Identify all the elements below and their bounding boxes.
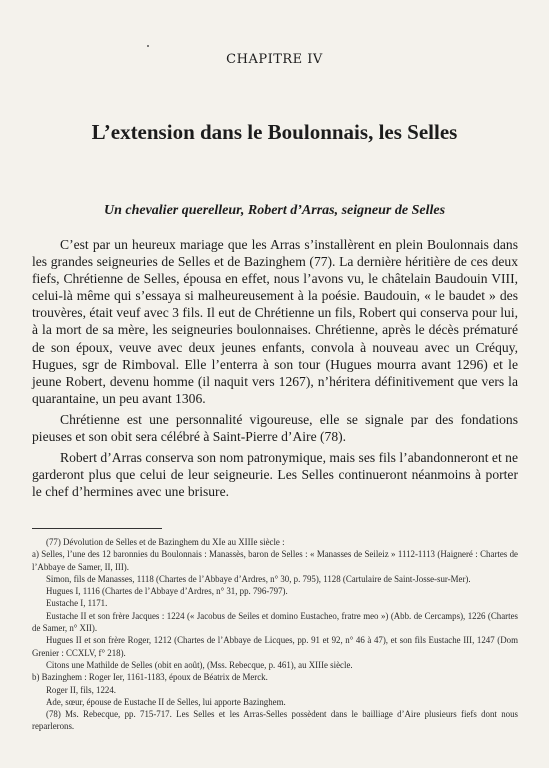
footnote-line: (78) Ms. Rebecque, pp. 715-717. Les Selles et les Arras-Selles possèdent dans le bailliage d’Aire plusieurs fiefs dont nous reparlerons.	[32, 709, 518, 732]
footnote-divider	[32, 528, 162, 529]
footnote-line: a) Selles, l’une des 12 baronnies du Boulonnais : Manassès, baron de Selles : « Manasses de Seileiz » 1112-1113 (Haigneré : Chartes de l’Abbaye de Samer, II, III).	[32, 549, 518, 572]
footnote-line: Simon, fils de Manasses, 1118 (Chartes de l’Abbaye d’Ardres, n° 30, p. 795), 1128 (Cartulaire de Saint-Josse-sur-Mer).	[46, 573, 471, 584]
footnote-line: Citons une Mathilde de Selles (obit en août), (Mss. Rebecque, p. 461), au XIIIe siècle.	[46, 659, 353, 670]
body-text	[32, 236, 518, 504]
chapter-heading: CHAPITRE IV	[226, 52, 323, 67]
section-subtitle: Un chevalier querelleur, Robert d’Arras, seigneur de Selles	[103, 203, 446, 218]
footnotes	[32, 536, 518, 733]
footnote-line: Hugues II et son frère Roger, 1212 (Chartes de l’Abbaye de Licques, pp. 91 et 92, n° 46 à 47), et son fils Eustache III, 1247 (Dom Grenier : CCXLV, f° 218).	[32, 635, 518, 658]
footnote-line: b) Bazinghem : Roger Ier, 1161-1183, époux de Béatrix de Merck.	[32, 672, 268, 683]
speck	[147, 45, 149, 47]
footnote-line: Ade, sœur, épouse de Eustache II de Selles, lui apporte Bazinghem.	[46, 696, 286, 707]
footnote-line: (77) Dévolution de Selles et de Bazinghem du XIe au XIIIe siècle :	[46, 537, 285, 547]
footnote-line: Hugues I, 1116 (Chartes de l’Abbaye d’Ardres, n° 31, pp. 796-797).	[46, 586, 288, 597]
chapter-title: L’extension dans le Boulonnais, les Selles	[91, 120, 458, 144]
footnote-line: Roger II, fils, 1224.	[46, 684, 117, 695]
paragraph: C’est par un heureux mariage que les Arras s’installèrent en plein Boulonnais dans les grandes seigneuries de Selles et de Bazinghem (77). La dernière héritière de ces deux fiefs, Chrétienne de Selles, épousa en effet, nous l’avons vu, le châtelain Baudouin VIII, celui-là même qui s’essaya si malheureusement à la poésie. Baudouin, « le baudet » des trouvères, était veuf avec 3 fils. Il eut de Chrétienne un fils, Robert qui conserva pour lui, à la mort de sa mère, les seigneuries boulonnaises. Chrétienne, après le décès prématuré de son époux, veuve avec deux jeunes enfants, convola à nouveau avec un Créquy, Hugues, sgr de Rimboval. Elle l’enterra à son tour (Hugues mourra avant 1296) et le jeune Robert, devenu homme (il naquit vers 1267), n’héritera définitivement que vers la quarantaine, un peu avant 1306.	[32, 237, 518, 406]
footnote-line: Eustache I, 1171.	[46, 598, 108, 609]
paragraph: Robert d’Arras conserva son nom patronymique, mais ses fils l’abandonneront et ne garderont plus que celui de leur seigneurie. Les Selles continueront néanmoins à porter le chef d’hermines avec une brisure.	[32, 450, 518, 500]
footnote-line: Eustache II et son frère Jacques : 1224 (« Jacobus de Seiles et domino Eustacheo, fratre meo ») (Abb. de Cercamps), 1226 (Chartes de Samer, n° XII).	[32, 610, 518, 634]
paragraph: Chrétienne est une personnalité vigoureuse, elle se signale par des fondations pieuses et son obit sera célébré à Saint-Pierre d’Aire (78).	[32, 411, 518, 445]
